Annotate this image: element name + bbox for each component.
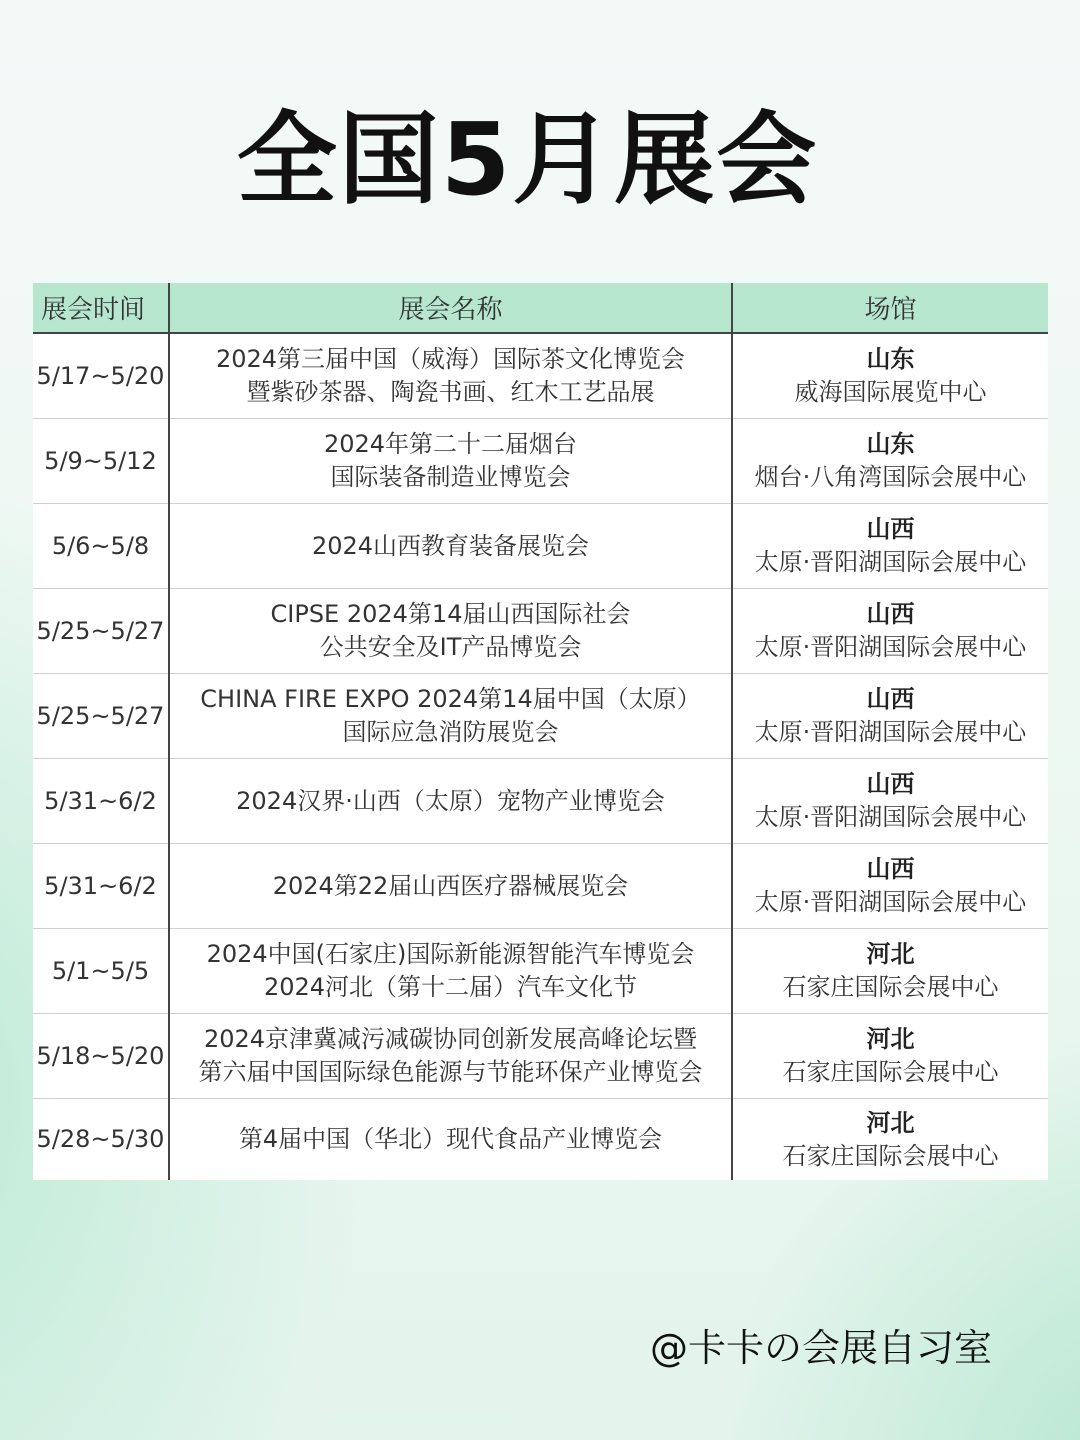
expo-date: 5/9~5/12 (33, 419, 169, 504)
table-row (33, 504, 1048, 589)
expo-name-line: CHINA FIRE EXPO 2024第14届中国（太原） (200, 685, 701, 713)
expo-venue (732, 759, 1048, 844)
venue-name: 太原·晋阳湖国际会展中心 (754, 888, 1027, 916)
expo-name (169, 844, 732, 929)
venue-province: 山西 (866, 685, 915, 713)
expo-name (169, 674, 732, 759)
expo-name-line: 2024年第二十二届烟台 (323, 430, 578, 458)
expo-name (169, 333, 732, 419)
expo-table (33, 283, 1048, 1180)
expo-date: 5/17~5/20 (33, 333, 169, 419)
expo-date: 5/31~6/2 (33, 844, 169, 929)
table-header-row (33, 283, 1048, 333)
expo-name-line: 国际装备制造业博览会 (330, 463, 571, 491)
expo-venue (732, 504, 1048, 589)
expo-venue (732, 1014, 1048, 1099)
venue-province: 山东 (866, 430, 915, 458)
venue-name: 太原·晋阳湖国际会展中心 (754, 718, 1027, 746)
expo-name-line: 2024第三届中国（威海）国际茶文化博览会 (215, 345, 686, 373)
header-time: 展会时间 (33, 283, 169, 333)
expo-date: 5/25~5/27 (33, 589, 169, 674)
expo-date: 5/31~6/2 (33, 759, 169, 844)
venue-name: 太原·晋阳湖国际会展中心 (754, 633, 1027, 661)
venue-name: 太原·晋阳湖国际会展中心 (754, 803, 1027, 831)
venue-province: 山西 (866, 770, 915, 798)
expo-name-line: 暨紫砂茶器、陶瓷书画、红木工艺品展 (246, 378, 655, 406)
expo-name (169, 759, 732, 844)
expo-name (169, 504, 732, 589)
expo-name (169, 419, 732, 504)
expo-name (169, 929, 732, 1014)
expo-name-line: 2024第22届山西医疗器械展览会 (272, 871, 629, 900)
venue-province: 河北 (866, 1025, 915, 1053)
expo-venue (732, 419, 1048, 504)
venue-province: 山西 (866, 855, 915, 883)
header-name: 展会名称 (169, 283, 732, 333)
expo-name-line: 第4届中国（华北）现代食品产业博览会 (238, 1125, 663, 1153)
expo-date: 5/6~5/8 (33, 504, 169, 589)
expo-name (169, 1099, 732, 1181)
expo-name-line: CIPSE 2024第14届山西国际社会 (270, 600, 631, 628)
venue-name: 石家庄国际会展中心 (782, 973, 999, 1001)
table-row (33, 1014, 1048, 1099)
venue-province: 河北 (866, 1108, 915, 1137)
table-row (33, 589, 1048, 674)
expo-name-line: 国际应急消防展览会 (342, 718, 559, 746)
expo-venue (732, 333, 1048, 419)
venue-province: 山西 (866, 515, 915, 543)
table-row (33, 844, 1048, 929)
expo-venue (732, 1099, 1048, 1181)
expo-name-line: 2024汉界·山西（太原）宠物产业博览会 (236, 786, 665, 815)
venue-name: 烟台·八角湾国际会展中心 (754, 463, 1027, 491)
expo-name-line: 公共安全及IT产品博览会 (319, 633, 582, 661)
author-handle: @卡卡の会展自习室 (650, 1326, 993, 1370)
table-row (33, 759, 1048, 844)
expo-name-line: 2024中国(石家庄)国际新能源智能汽车博览会 (206, 940, 695, 968)
expo-venue (732, 844, 1048, 929)
header-venue: 场馆 (732, 283, 1048, 333)
venue-province: 山西 (866, 600, 915, 628)
table-row (33, 333, 1048, 419)
table-row (33, 1099, 1048, 1181)
venue-name: 石家庄国际会展中心 (782, 1141, 999, 1170)
expo-name-line: 2024京津冀减污减碳协同创新发展高峰论坛暨 (203, 1025, 698, 1053)
expo-name (169, 1014, 732, 1099)
venue-province: 河北 (866, 940, 915, 968)
expo-name (169, 589, 732, 674)
table-row (33, 929, 1048, 1014)
expo-date: 5/1~5/5 (33, 929, 169, 1014)
venue-name: 石家庄国际会展中心 (782, 1058, 999, 1086)
expo-venue (732, 674, 1048, 759)
expo-venue (732, 589, 1048, 674)
expo-name-line: 2024河北（第十二届）汽车文化节 (263, 973, 638, 1001)
expo-venue (732, 929, 1048, 1014)
expo-name-line: 第六届中国国际绿色能源与节能环保产业博览会 (198, 1058, 703, 1086)
page-title: 全国5月展会 (236, 101, 819, 218)
table-row (33, 419, 1048, 504)
venue-province: 山东 (866, 345, 915, 373)
venue-name: 威海国际展览中心 (794, 378, 987, 406)
venue-name: 太原·晋阳湖国际会展中心 (754, 548, 1027, 576)
expo-name-line: 2024山西教育装备展览会 (311, 531, 590, 560)
table-row (33, 674, 1048, 759)
expo-date: 5/18~5/20 (33, 1014, 169, 1099)
expo-date: 5/28~5/30 (33, 1099, 169, 1181)
expo-date: 5/25~5/27 (33, 674, 169, 759)
